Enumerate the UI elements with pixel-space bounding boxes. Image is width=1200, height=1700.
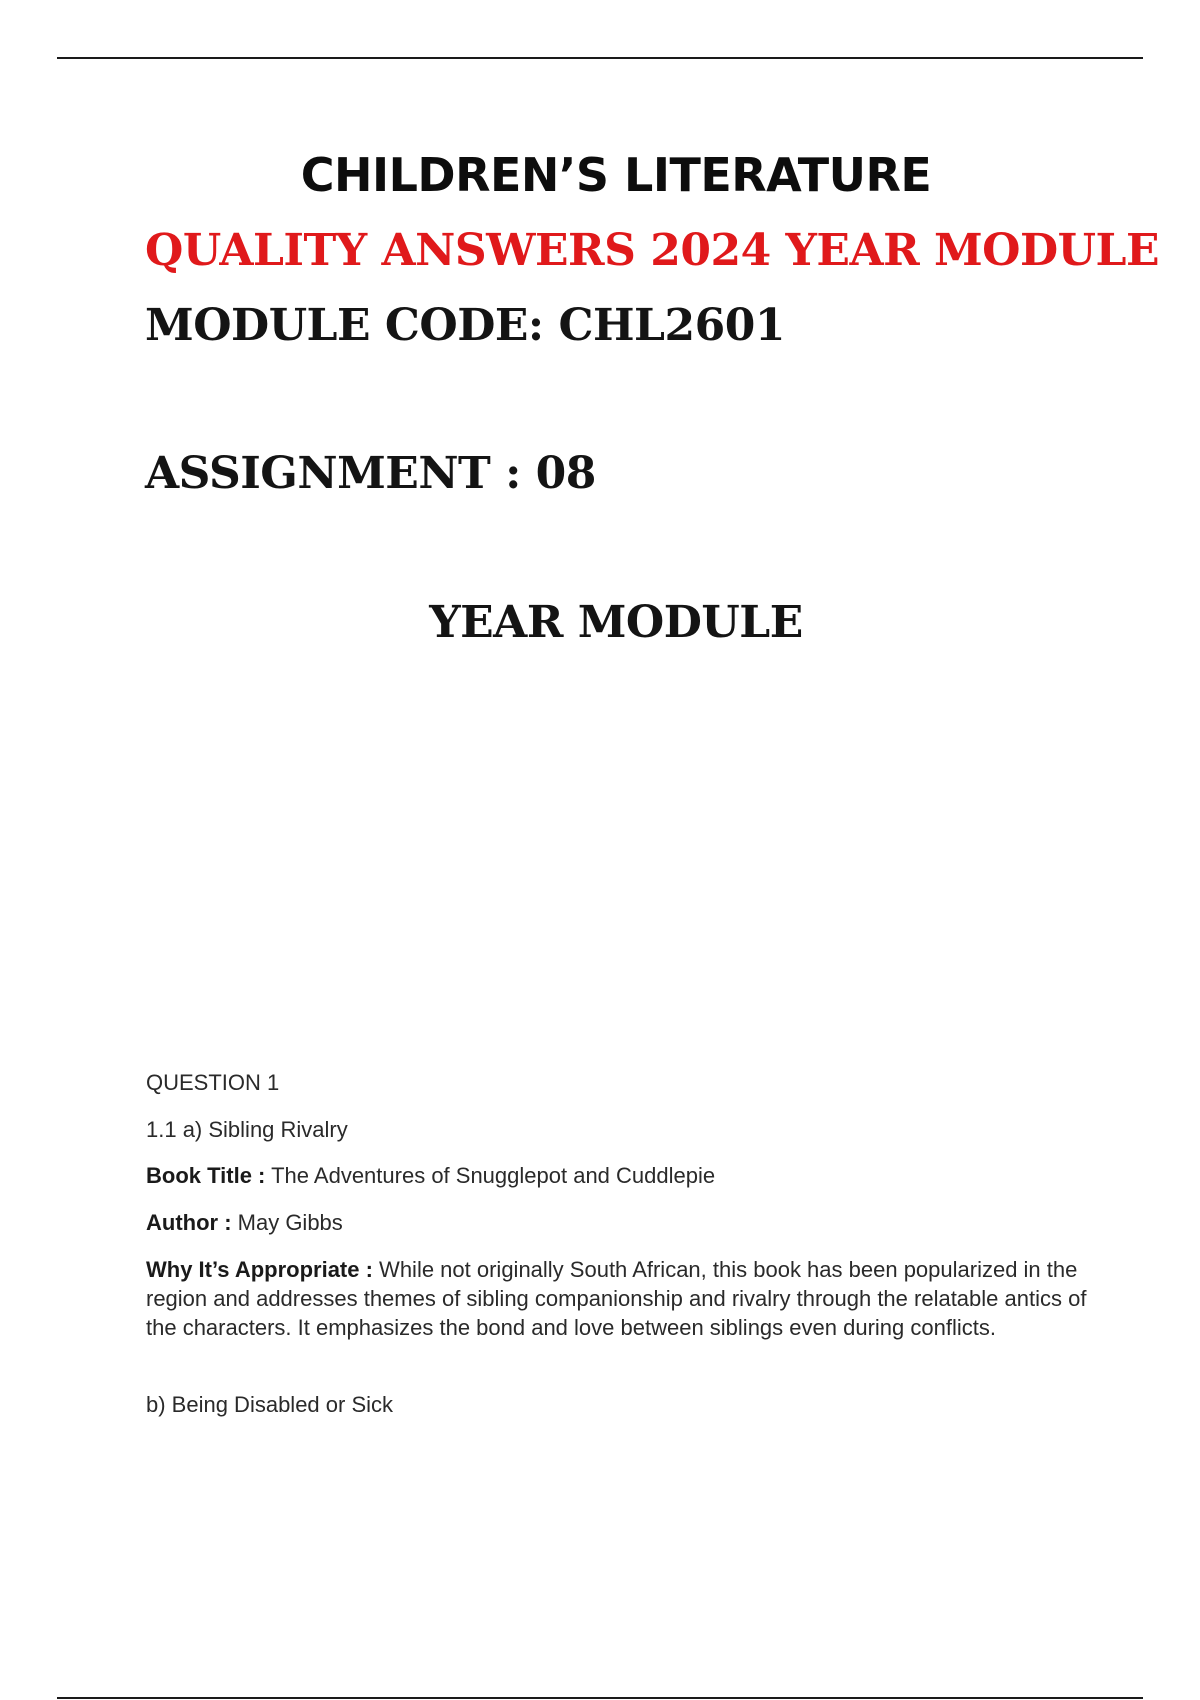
author-value: May Gibbs xyxy=(231,1210,343,1235)
book-title-label: Book Title : xyxy=(146,1163,266,1188)
document-title: CHILDREN’S LITERATURE xyxy=(300,148,932,202)
question-heading: QUESTION 1 xyxy=(146,1070,280,1095)
book-title-line xyxy=(146,1161,1096,1190)
why-value: While not originally South African, this book has been popularized in the region and addresses themes of sibling companionship and rivalry through the relatable antics of the characters. It emphasizes the bond and love between siblings even during conflicts. xyxy=(146,1257,1087,1340)
module-code: MODULE CODE: CHL2601 xyxy=(145,300,785,351)
assignment-number: ASSIGNMENT : 08 xyxy=(145,448,596,499)
header-rule xyxy=(57,57,1143,59)
why-appropriate-paragraph xyxy=(146,1255,1096,1342)
document-subtitle: QUALITY ANSWERS 2024 YEAR MODULE xyxy=(145,225,1160,276)
part-a-heading: 1.1 a) Sibling Rivalry xyxy=(146,1117,348,1142)
part-b-heading: b) Being Disabled or Sick xyxy=(146,1392,394,1417)
year-module-label: YEAR MODULE xyxy=(429,597,803,648)
author-line xyxy=(146,1208,1096,1237)
author-label: Author : xyxy=(146,1210,232,1235)
book-title-value: The Adventures of Snugglepot and Cuddlepie xyxy=(265,1163,716,1188)
why-label: Why It’s Appropriate : xyxy=(146,1257,373,1282)
footer-rule xyxy=(57,1697,1143,1699)
